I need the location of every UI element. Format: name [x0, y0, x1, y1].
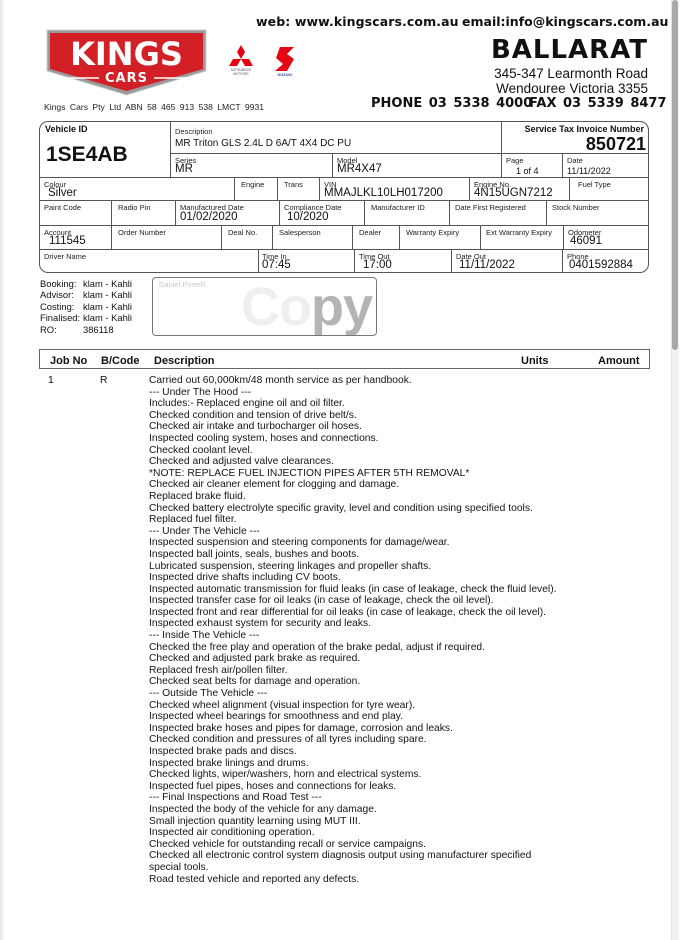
jobs-table-header [39, 349, 650, 369]
job-line: Inspected ball joints, seals, bushes and boots. [149, 548, 360, 560]
job-line: Checked seat belts for damage and operation. [149, 676, 361, 688]
address-line-2: Wendouree Victoria 3355 [496, 81, 648, 96]
series-value: MR [175, 163, 193, 175]
radio-pin-cell [112, 201, 176, 226]
staff-row-booking [40, 278, 132, 289]
job-line: --- Outside The Vehicle --- [149, 688, 268, 700]
job-line: Small injection quantity learning using MUT III. [149, 815, 361, 827]
compliance-date-value: 10/2020 [287, 211, 329, 223]
staff-row-costing [40, 301, 132, 312]
copy-watermark [241, 277, 372, 336]
date-label: Date [567, 156, 583, 165]
suzuki-logo [270, 46, 300, 80]
job-line: Inspected air conditioning operation. [149, 827, 315, 839]
order-number-cell [112, 226, 222, 250]
odometer-value: 46091 [570, 235, 602, 247]
staff-row-finalised [40, 312, 132, 323]
stamp-name: Daniel Portelli [159, 280, 206, 289]
suzuki-label: SUZUKI [277, 72, 293, 77]
address-line-1: 345-347 Learmonth Road [494, 66, 648, 81]
staff-row-ro [40, 324, 132, 335]
job-line: Inspected automatic transmission for fluid leaks (in case of leakage, check the fluid level). [149, 583, 557, 595]
trans-label: Trans [284, 180, 303, 189]
staff-value: klam - Kahli [83, 289, 132, 301]
odometer-cell [564, 226, 649, 250]
date-out-label: Date Out [456, 252, 487, 261]
salesperson-cell [273, 226, 353, 250]
col-units: Units [521, 355, 549, 367]
salesperson-label: Salesperson [279, 228, 321, 237]
stock-number-label: Stock Number [552, 203, 600, 212]
job-line: Inspected wheel bearings for smoothness and end play. [149, 711, 403, 723]
phone-value: 0401592884 [569, 259, 633, 271]
col-job-no: Job No [50, 355, 88, 367]
invoice-number-cell [502, 122, 649, 154]
invoice-number-value: 850721 [585, 134, 646, 154]
date-first-registered-cell [450, 201, 547, 226]
job-line: Road tested vehicle and reported any defects. [149, 873, 360, 885]
warranty-expiry-label: Warranty Expiry [406, 228, 460, 237]
job-line: --- Under The Hood --- [149, 386, 252, 398]
driver-name-label: Driver Name [44, 252, 87, 261]
order-number-label: Order Number [118, 228, 166, 237]
job-line: Checked and adjusted valve clearances. [149, 456, 334, 468]
job-line: Checked air intake and turbocharger oil hoses. [149, 421, 362, 433]
staff-label: Finalised: [40, 312, 81, 324]
job-line: Inspected fuel pipes, hoses and connections for leaks. [149, 780, 397, 792]
trans-cell [278, 178, 320, 201]
job-line: Carried out 60,000km/48 month service as per handbook. [149, 375, 412, 386]
invoice-number-label: Service Tax Invoice Number [524, 124, 644, 134]
kings-cars-logo [44, 27, 209, 97]
vin-label: VIN [324, 180, 337, 189]
job-line: Inspected transfer case for oil leaks (in case of leakage, check the oil level). [149, 595, 494, 607]
job-description [149, 375, 569, 885]
job-number: 1 [48, 375, 54, 386]
col-description: Description [154, 355, 215, 367]
phone-text: PHONE 03 5338 4000 [371, 96, 533, 111]
model-value: MR4X47 [337, 163, 382, 175]
radio-pin-label: Radio Pin [118, 203, 151, 212]
manufactured-date-value: 01/02/2020 [180, 211, 238, 223]
account-cell [40, 226, 112, 250]
company-details: Kings Cars Pty Ltd ABN 58 465 913 538 LMCT 9931 [44, 102, 265, 112]
job-line: --- Final Inspections and Road Test --- [149, 792, 322, 804]
series-label: Series [175, 156, 197, 165]
description-cell [171, 122, 502, 154]
manufacturer-id-label: Manufacturer ID [371, 203, 425, 212]
col-bcode: B/Code [101, 355, 140, 367]
model-cell [333, 154, 502, 178]
account-label: Account [44, 228, 72, 237]
model-label: Model [337, 156, 358, 165]
job-line: special tools. [149, 861, 209, 873]
fax-text: FAX 03 5339 8477 [529, 96, 667, 111]
time-in-value: 07:45 [262, 259, 291, 271]
page-edge [0, 0, 4, 940]
staff-value: klam - Kahli [83, 278, 132, 289]
job-line: Replaced brake fluid. [149, 490, 246, 502]
date-cell [563, 154, 649, 178]
vin-value: MMAJLKL10LH017200 [324, 187, 443, 199]
fuel-type-label: Fuel Type [578, 180, 611, 189]
engine-no-value: 4N15UGN7212 [474, 187, 553, 199]
dealer-cell [353, 226, 400, 250]
time-in-label: Time In [262, 252, 287, 261]
date-value: 11/11/2022 [567, 166, 611, 176]
colour-label: Colour [44, 180, 67, 189]
ext-warranty-expiry-cell [481, 226, 564, 250]
job-line: Checked air cleaner element for clogging and damage. [149, 479, 400, 491]
staff-row-advisor [40, 289, 132, 300]
date-out-value: 11/11/2022 [459, 259, 515, 271]
mitsubishi-label: MITSUBISHI MOTORS [230, 68, 252, 76]
warranty-expiry-cell [400, 226, 481, 250]
engine-no-cell [470, 178, 570, 201]
engine-no-label: Engine No. [474, 180, 512, 189]
copy-stamp [152, 277, 377, 336]
vin-cell [320, 178, 470, 201]
job-line: Checked wheel alignment (visual inspection for tyre wear). [149, 699, 416, 711]
staff-value: 386118 [83, 323, 114, 335]
staff-label: Booking: [40, 278, 77, 289]
job-line: Inspected cooling system, hoses and connections. [149, 432, 379, 444]
page-label: Page [506, 156, 524, 165]
job-line: Checked all electronic control system diagnosis output using manufacturer specified [149, 850, 532, 862]
job-line: Includes:- Replaced engine oil and oil filter. [149, 398, 345, 410]
mitsubishi-diamonds-icon [226, 45, 256, 69]
dealer-label: Dealer [359, 228, 382, 237]
job-line: Inspected front and rear differential for oil leaks (in case of leakage, check the oil level). [149, 606, 547, 618]
staff-value: klam - Kahli [83, 300, 132, 312]
deal-no-label: Deal No. [228, 228, 258, 237]
staff-value: klam - Kahli [83, 312, 132, 324]
email-text: email:info@kingscars.com.au [462, 14, 669, 29]
scrollbar-thumb[interactable] [672, 0, 678, 350]
manufactured-date-cell [176, 201, 280, 226]
website-text: web: www.kingscars.com.au [256, 14, 459, 29]
mitsubishi-logo [226, 45, 256, 80]
staff-label: Costing: [40, 300, 75, 312]
job-line: Replaced fresh air/pollen filter. [149, 664, 288, 676]
job-line: Checked vehicle for outstanding recall or service campaigns. [149, 838, 427, 850]
vehicle-id-cell [40, 122, 171, 178]
description-value: MR Triton GLS 2.4L D 6A/T 4X4 DC PU [175, 138, 352, 149]
time-out-label: Time Out [359, 252, 390, 261]
fuel-type-cell [570, 178, 649, 201]
colour-value: Silver [48, 187, 77, 199]
phone-cell [563, 250, 649, 273]
job-line: Replaced fuel filter. [149, 514, 237, 526]
job-line: Checked lights, wiper/washers, horn and electrical systems. [149, 769, 422, 781]
engine-label: Engine [241, 180, 265, 189]
logo-cars-text: CARS [105, 71, 148, 86]
job-line: Checked battery electrolyte specific gravity, level and condition using specified tools. [149, 502, 533, 514]
branch-name: BALLARAT [490, 35, 648, 65]
job-line: Inspected brake linings and drums. [149, 757, 309, 769]
paint-code-label: Paint Code [44, 203, 82, 212]
job-line: --- Under The Vehicle --- [149, 525, 260, 537]
vehicle-details-box [39, 121, 649, 273]
stock-number-cell [547, 201, 649, 226]
col-amount: Amount [598, 355, 640, 367]
colour-cell [40, 178, 235, 201]
job-line: Inspected brake pads and discs. [149, 746, 297, 757]
engine-cell [235, 178, 278, 201]
suzuki-s-icon [270, 46, 300, 72]
job-line: Inspected the body of the vehicle for any damage. [149, 803, 377, 815]
manufactured-date-label: Manufactured Date [180, 203, 244, 212]
vehicle-id-value: 1SE4AB [46, 143, 128, 166]
page-value: 1 of 4 [516, 166, 539, 176]
job-line: Inspected suspension and steering components for damage/wear. [149, 537, 450, 549]
job-line: Inspected drive shafts including CV boots. [149, 572, 341, 584]
job-line: *NOTE: REPLACE FUEL INJECTION PIPES AFTER 5TH REMOVAL* [149, 467, 470, 479]
deal-no-cell [222, 226, 273, 250]
job-line: Lubricated suspension, steering linkages and propeller shafts. [149, 560, 432, 572]
copy-watermark-text: py [310, 277, 372, 336]
time-in-cell [259, 250, 355, 273]
date-first-registered-label: Date First Registered [455, 203, 526, 212]
vehicle-id-label: Vehicle ID [45, 124, 88, 134]
time-out-cell [355, 250, 452, 273]
copy-watermark-faded: Co [240, 277, 311, 336]
staff-label: RO: [40, 323, 57, 335]
odometer-label: Odometer [568, 228, 602, 237]
driver-name-cell [40, 250, 259, 273]
staff-label: Advisor: [40, 289, 74, 301]
job-line: Inspected exhaust system for security and leaks. [149, 618, 372, 630]
job-line: Inspected brake hoses and pipes for damage, corrosion and leaks. [149, 722, 453, 734]
staff-list [40, 278, 132, 335]
ext-warranty-expiry-label: Ext Warranty Expiry [486, 228, 552, 237]
description-label: Description [175, 127, 213, 136]
job-line: Checked condition and pressures of all tyres including spare. [149, 734, 427, 746]
date-out-cell [452, 250, 563, 273]
page-cell [502, 154, 563, 178]
compliance-date-label: Compliance Date [284, 203, 342, 212]
time-out-value: 17:00 [363, 259, 392, 271]
manufacturer-id-cell [365, 201, 450, 226]
job-line: Checked coolant level. [149, 444, 253, 456]
job-line: --- Inside The Vehicle --- [149, 630, 260, 642]
phone-label: Phone [567, 252, 589, 261]
job-line: Checked the free play and operation of the brake pedal, adjust if required. [149, 641, 486, 653]
job-line: Checked and adjusted park brake as required. [149, 653, 361, 665]
compliance-date-cell [280, 201, 365, 226]
account-value: 111545 [49, 235, 86, 247]
job-line: Checked condition and tension of drive belt/s. [149, 409, 357, 421]
series-cell [171, 154, 333, 178]
logo-kings-text: KINGS [70, 35, 183, 73]
paint-code-cell [40, 201, 112, 226]
job-bcode: R [100, 375, 108, 386]
